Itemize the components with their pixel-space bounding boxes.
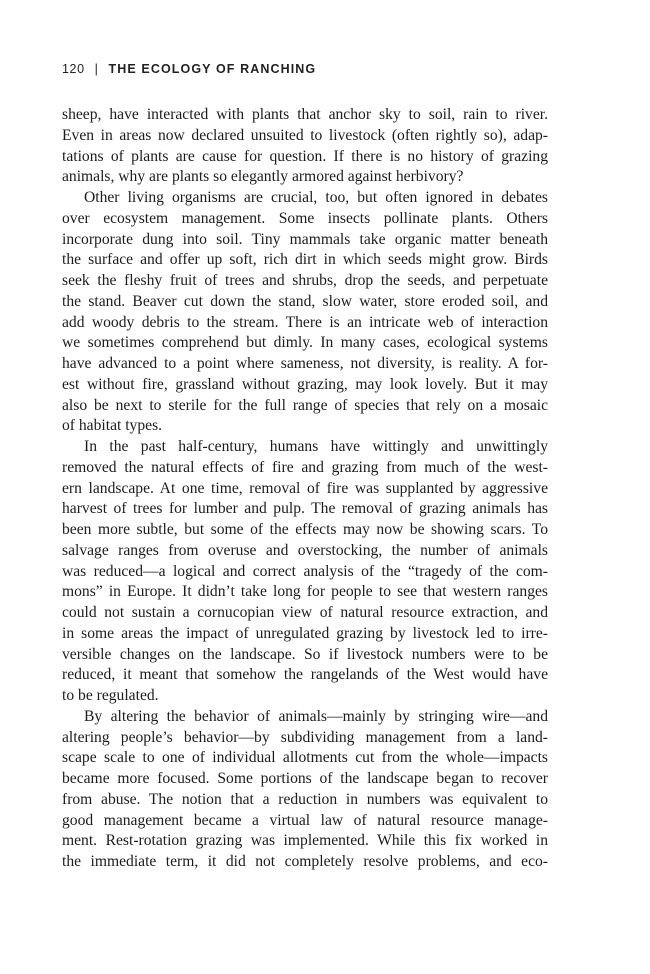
text-line: of habitat types. bbox=[62, 417, 163, 435]
text-line: tations of plants are cause for question. If there is no history of grazing bbox=[62, 147, 548, 165]
text-line: seek the fleshy fruit of trees and shrubs, drop the seeds, and perpetuate bbox=[62, 272, 548, 289]
text-line: est without fire, grassland without grazing, may look lovely. But it may bbox=[62, 375, 548, 393]
text-line: in some areas the impact of unregulated grazing by livestock led to irre- bbox=[62, 624, 548, 642]
text-line: from abuse. The notion that a reduction in numbers was equivalent to bbox=[62, 790, 548, 808]
text-line: Other living organisms are crucial, too, but often ignored in debates bbox=[84, 189, 548, 206]
text-line: mons” in Europe. It didn’t take long for people to see that western ranges bbox=[62, 583, 548, 601]
text-line: animals, why are plants so elegantly armored against herbivory? bbox=[62, 168, 464, 186]
text-line: versible changes on the landscape. So if livestock numbers were to be bbox=[62, 645, 548, 663]
text-line: harvest of trees for lumber and pulp. The removal of grazing animals has bbox=[62, 500, 548, 518]
text-line: could not sustain a cornucopian view of natural resource extraction, and bbox=[62, 604, 548, 621]
running-head bbox=[62, 60, 602, 78]
page-number: 120 bbox=[62, 62, 85, 76]
text-line: good management became a virtual law of natural resource manage- bbox=[62, 811, 548, 829]
text-line: been more subtle, but some of the effects may now be showing scars. To bbox=[62, 521, 548, 538]
text-line: to be regulated. bbox=[62, 687, 159, 704]
text-line: the stand. Beaver cut down the stand, slow water, store eroded soil, and bbox=[62, 292, 548, 310]
text-line: salvage ranges from overuse and overstocking, the number of animals bbox=[62, 541, 548, 559]
text-line: was reduced—a logical and correct analysis of the “tragedy of the com- bbox=[62, 562, 548, 580]
text-line: reduced, it meant that somehow the rangelands of the West would have bbox=[62, 666, 548, 684]
text-line: ern landscape. At one time, removal of fire was supplanted by aggressive bbox=[62, 479, 548, 497]
text-line: have advanced to a point where sameness, not diversity, is reality. A for- bbox=[62, 355, 548, 372]
text-line: over ecosystem management. Some insects pollinate plants. Others bbox=[62, 209, 548, 227]
header-separator: | bbox=[94, 62, 99, 76]
text-line: became more focused. Some portions of the landscape began to recover bbox=[62, 770, 548, 787]
text-line: altering people’s behavior—by subdividing management from a land- bbox=[62, 728, 548, 746]
chapter-title: THE ECOLOGY OF RANCHING bbox=[108, 62, 317, 76]
text-line: sheep, have interacted with plants that anchor sky to soil, rain to river. bbox=[62, 106, 548, 123]
text-line: we sometimes comprehend but dimly. In many cases, ecological systems bbox=[62, 334, 548, 352]
text-line: In the past half-century, humans have wittingly and unwittingly bbox=[84, 438, 548, 455]
text-line: ment. Rest-rotation grazing was implemented. While this fix worked in bbox=[62, 832, 548, 850]
text-line: Even in areas now declared unsuited to livestock (often rightly so), adap- bbox=[62, 126, 548, 144]
text-line: also be next to sterile for the full range of species that rely on a mosaic bbox=[62, 396, 548, 414]
text-line: add woody debris to the stream. There is an intricate web of interaction bbox=[62, 313, 548, 331]
text-line: By altering the behavior of animals—mainly by stringing wire—and bbox=[84, 707, 548, 725]
text-line: incorporate dung into soil. Tiny mammals take organic matter beneath bbox=[62, 230, 548, 248]
body-text bbox=[62, 105, 548, 873]
text-line: the surface and offer up soft, rich dirt in which seeds might grow. Birds bbox=[62, 251, 548, 269]
text-line: removed the natural effects of fire and grazing from much of the west- bbox=[62, 458, 548, 476]
text-line: the immediate term, it did not completely resolve problems, and eco- bbox=[62, 853, 548, 870]
text-line: scape scale to one of individual allotments cut from the whole—impacts bbox=[62, 749, 548, 767]
